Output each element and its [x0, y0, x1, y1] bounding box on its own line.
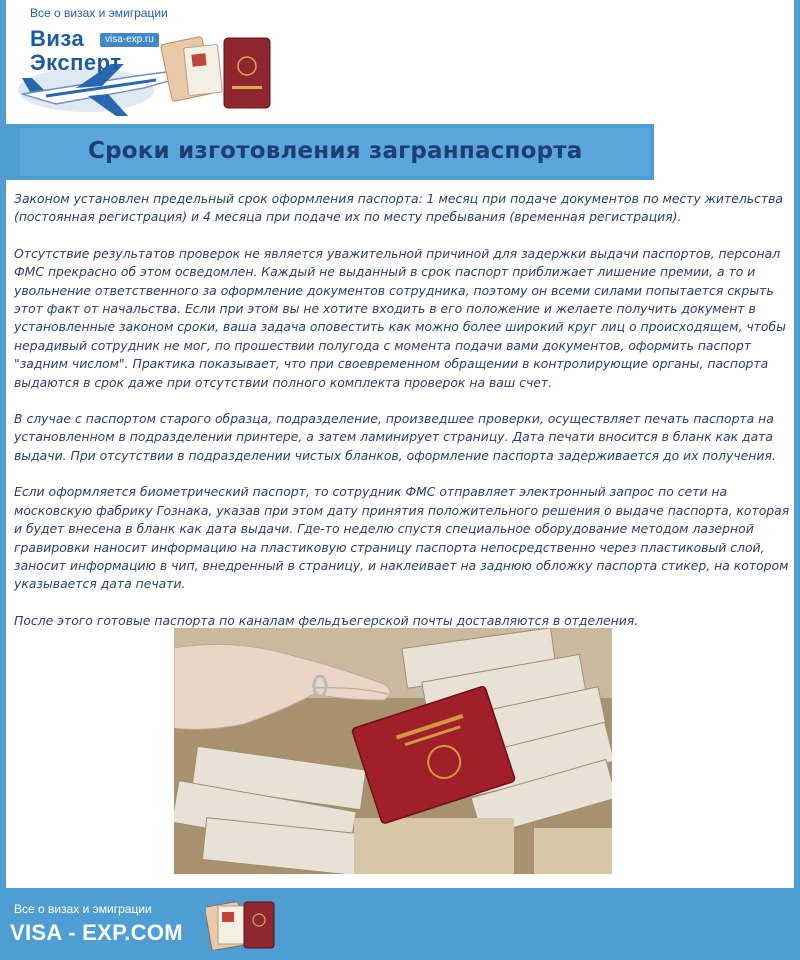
- footer-tagline: Все о визах и эмиграции: [14, 902, 152, 916]
- article-paragraph: После этого готовые паспорта по каналам фельдъегерской почты доставляются в отделения.: [14, 612, 639, 628]
- article-body: [14, 190, 790, 648]
- article-paragraph: В случае с паспортом старого образца, подразделение, произведшее проверки, осуществляет печать паспорта на установленном в подразделении принтере, а затем ламинирует страницу. Дата печати вносится в бланк как дата выдачи. При отсутствии в подразделении чистых бланков, оформление паспорта задерживается до их получения.: [14, 411, 776, 463]
- logo-domain-badge: visa-exp.ru: [100, 33, 159, 47]
- title-band: [6, 124, 654, 180]
- site-footer: [0, 888, 800, 960]
- footer-brand[interactable]: VISA - EXP.COM: [10, 920, 183, 945]
- article-photo: [174, 628, 612, 874]
- site-header: [6, 0, 794, 122]
- article-paragraph: Если оформляется биометрический паспорт, то сотрудник ФМС отправляет электронный запрос по сети на московскую фабрику Гознака, указав при этом дату принятия положительного решения о выдаче паспорта, которая и будет внесена в бланк как дата выдачи. Где-то неделю спустя специальное оборудование методом лазерной гравировки наносит информацию на пластиковую страницу паспорта непосредственно через пластиковый слой, заносит информацию в чип, внедренный в страницу, и наклеивает на заднюю обложку паспорта стикер, на котором указывается дата печати.: [14, 484, 790, 592]
- site-logo[interactable]: [16, 24, 276, 120]
- logo-line-2: Эксперт: [30, 50, 122, 75]
- page-title: Сроки изготовления загранпаспорта: [88, 138, 583, 164]
- article-paragraph: Отсутствие результатов проверок не является уважительной причиной для задержки выдачи паспортов, персонал ФМС прекрасно об этом осведомлен. Каждый не выданный в срок паспорт приближает лишение премии, а то и увольнение ответственного за оформление документов сотрудника, поэтому он всеми силами попытается скрыть этот факт от начальства. Если при этом вы не хотите входить в его положение и желаете получить документ в установленные законом сроки, ваша задача оповестить как можно более широкий круг лиц о происходящем, чтобы нерадивый сотрудник не мог, по прошествии полугода с момента подачи вами документов, оформить паспорт "задним числом". Практика показывает, что при своевременном обращении в контролирующие органы, паспорта выдаются в срок даже при отсутствии полного комплекта проверок на ваш счет.: [14, 245, 786, 390]
- passport-icon: [206, 898, 278, 950]
- logo-line-1: Виза: [30, 26, 85, 51]
- site-tagline: Все о визах и эмиграции: [30, 6, 168, 20]
- article-paragraph: Законом установлен предельный срок оформления паспорта: 1 месяц при подаче документов по месту жительства (постоянная регистрация) и 4 месяца при подаче их по месту пребывания (временная регистрация).: [14, 191, 783, 225]
- passports-in-box-photo: [174, 628, 612, 874]
